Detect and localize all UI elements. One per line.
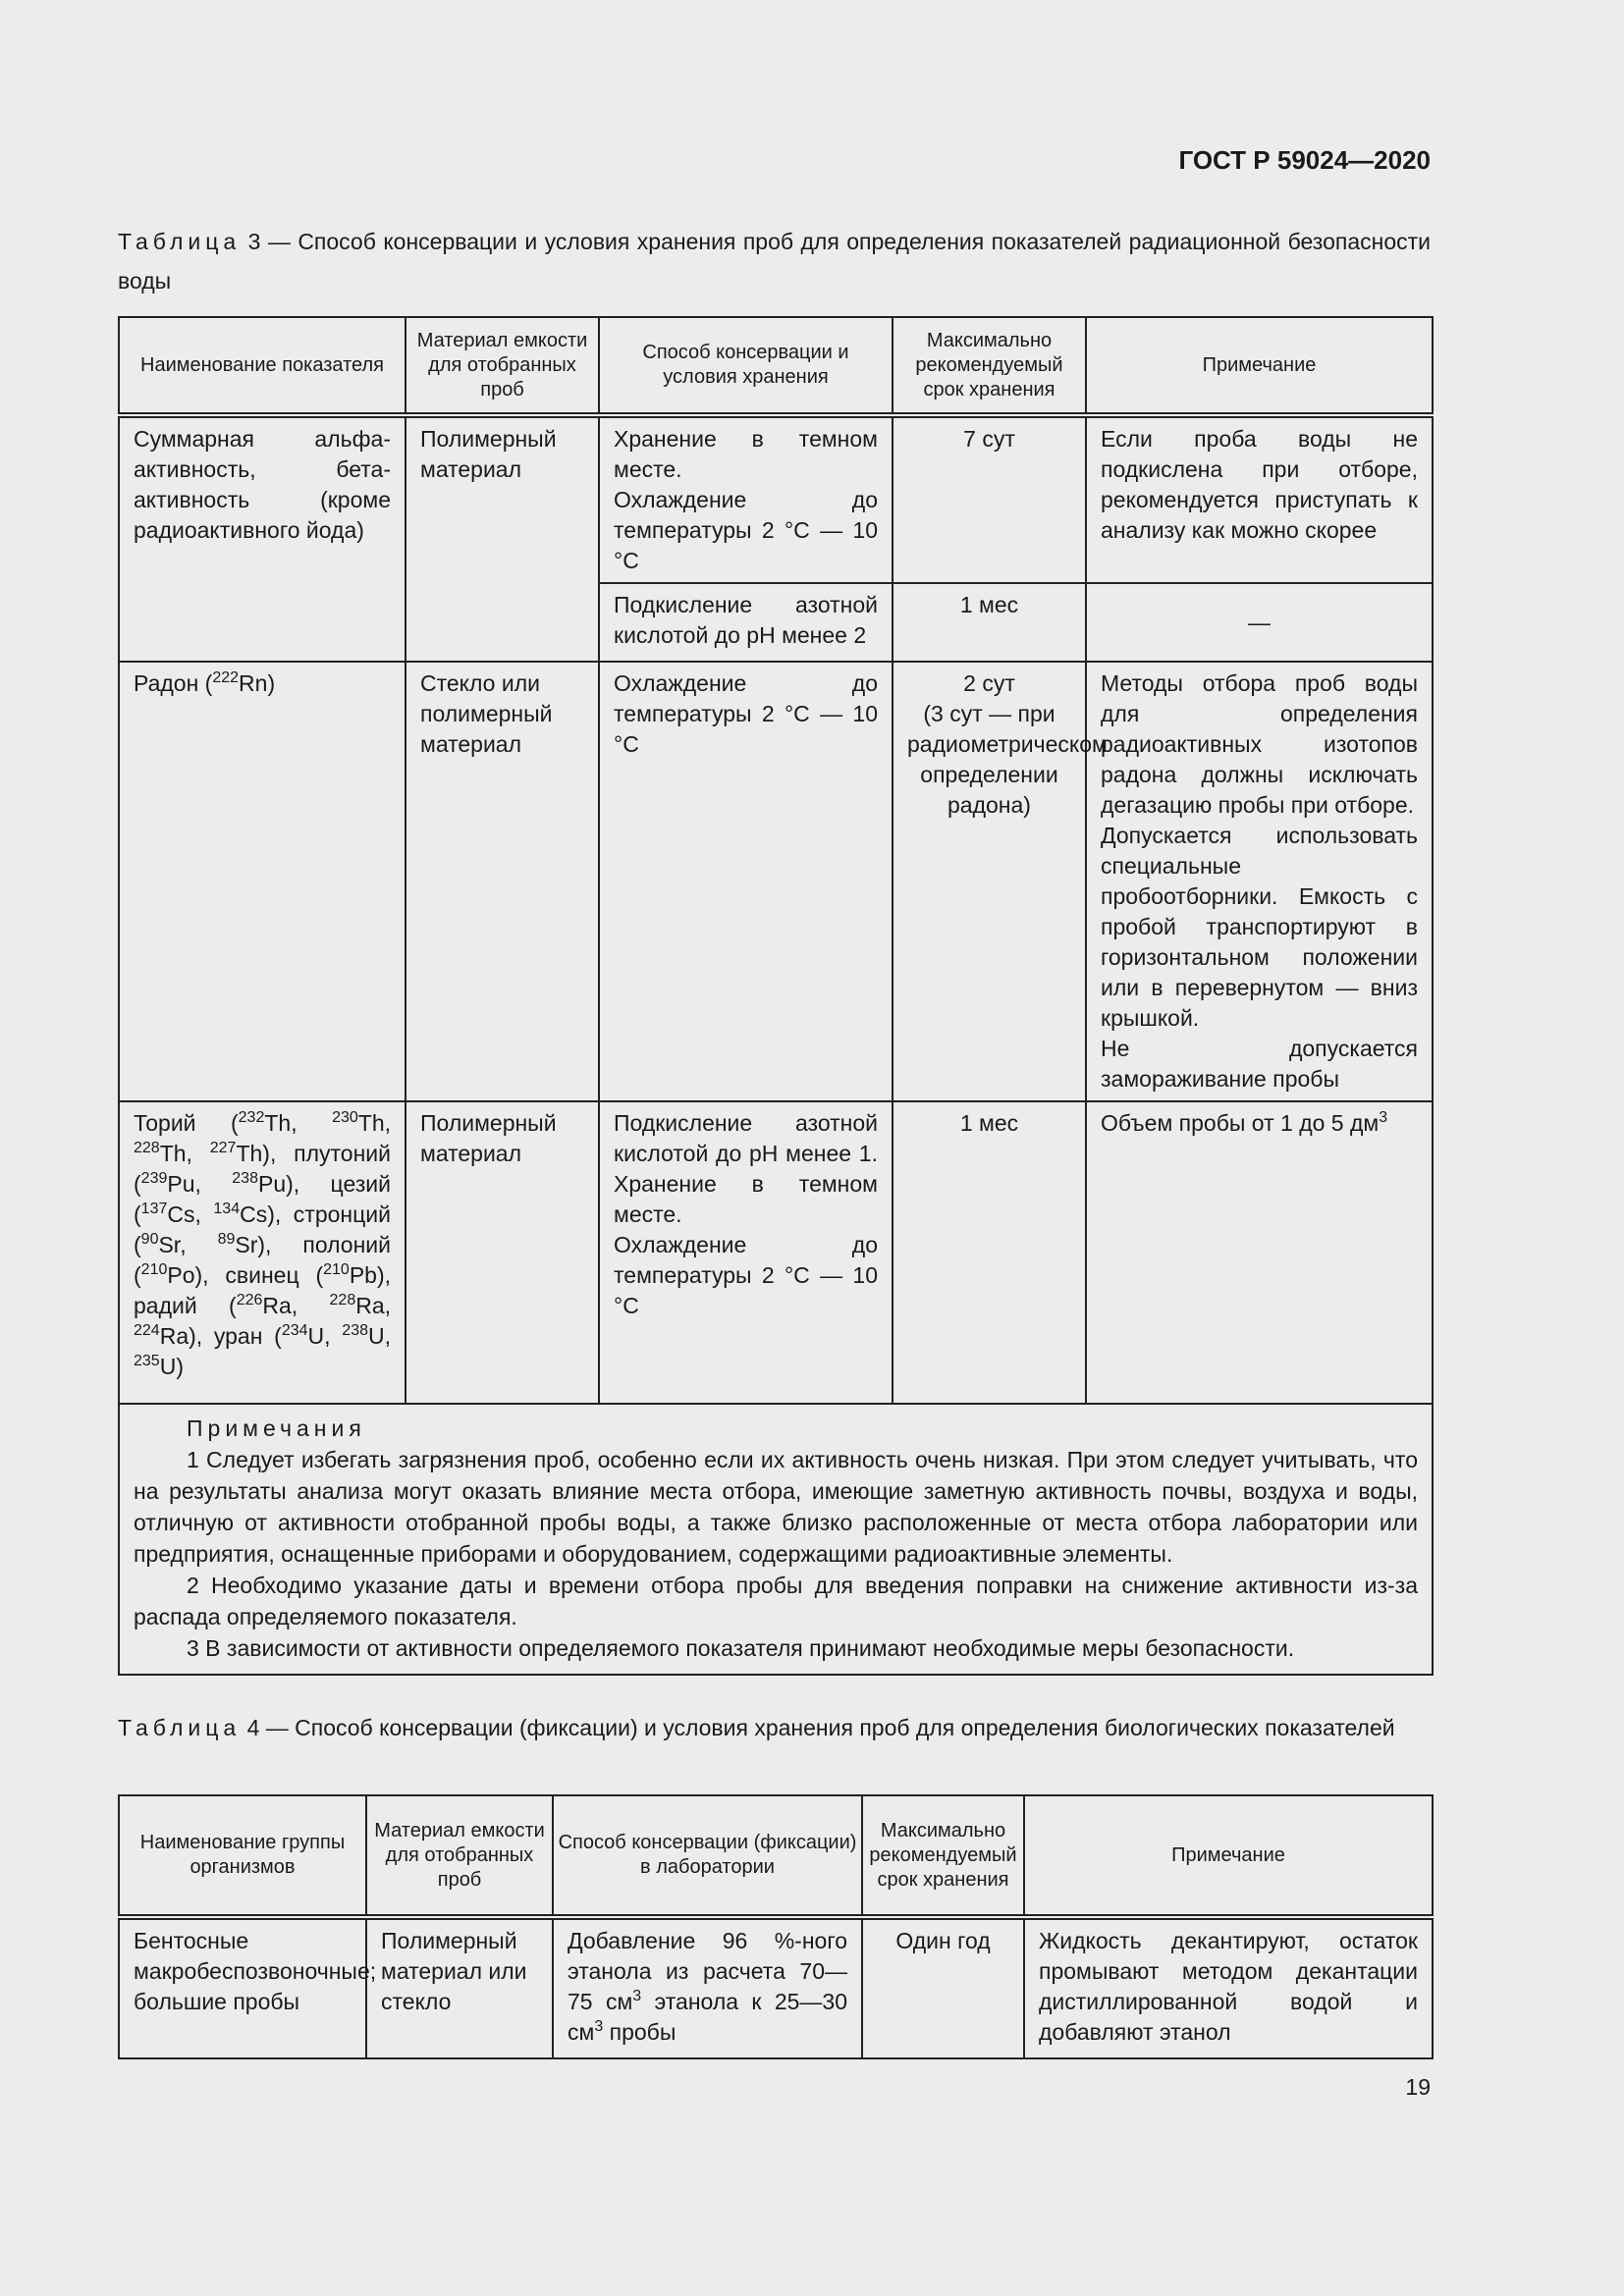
indicator-text: U, — [307, 1323, 343, 1349]
note-cell — [1086, 1101, 1433, 1404]
indicator-text: Радон ( — [134, 670, 213, 696]
caption-word: Таблица — [118, 1715, 242, 1740]
table-4 — [118, 1794, 1434, 2059]
note-text: Не допускается замораживание пробы — [1101, 1036, 1418, 1092]
table-row — [119, 662, 1433, 1101]
method-cell: Подкисление азотной кислотой до pH менее 2 — [599, 583, 893, 662]
term-cell: 7 сут — [893, 415, 1086, 583]
method-text: Охлаждение до температуры 2 °С — 10 °С — [614, 487, 878, 573]
note-cell: Жидкость декантируют, остаток промывают методом декантации дистиллированной водой и добавляют этанол — [1024, 1917, 1433, 2058]
isotope-mass: 230 — [332, 1109, 358, 1126]
method-text: Охлаждение до температуры 2 °С — 10 °С — [614, 1232, 878, 1318]
table-row — [119, 1917, 1433, 2058]
method-text: этанола к 25—30 см — [568, 1989, 847, 2045]
caption-text: 3 — Способ консервации и условия хранения проб для определения показателей радиационной безопасности воды — [118, 229, 1431, 294]
isotope-mass: 137 — [140, 1201, 168, 1217]
note-cell — [1086, 662, 1433, 1101]
isotope-mass: 134 — [213, 1201, 241, 1217]
note-item: 1 Следует избегать загрязнения проб, особенно если их активность очень низкая. При этом следует учитывать, что на результаты анализа могут оказать влияние места отбора, имеющие заметную активность почвы, воздуха и воды, отличную от активности отобранной пробы воды, а также близко расположенные от места отбора лаборатории или предприятия, оснащенные приборами и оборудованием, содержащими радиоактивные элементы. — [134, 1447, 1418, 1567]
indicator-text: Cs), стронций ( — [134, 1201, 391, 1257]
organism-group-cell: Бентосные макробеспозвоночные; большие пробы — [119, 1917, 366, 2058]
column-header: Материал емкости для отобранных проб — [366, 1795, 553, 1917]
material-cell: Полимерный материал — [406, 415, 599, 662]
isotope-mass: 234 — [281, 1322, 308, 1339]
method-cell — [553, 1917, 862, 2058]
isotope-mass: 235 — [134, 1353, 160, 1369]
note-item: 3 В зависимости от активности определяемого показателя принимают необходимые меры безопасности. — [187, 1635, 1295, 1661]
method-cell — [599, 415, 893, 583]
table-header-row — [119, 1795, 1433, 1917]
term-text: (3 сут — при радиометрическом определении радона) — [907, 701, 1108, 818]
indicator-cell: Суммарная альфа-активность, бета-активность (кроме радиоактивного йода) — [119, 415, 406, 662]
indicator-text: U) — [159, 1354, 184, 1379]
column-header: Материал емкости для отобранных проб — [406, 317, 599, 415]
method-cell — [599, 1101, 893, 1404]
column-header: Примечание — [1086, 317, 1433, 415]
column-header: Максимально рекомендуемый срок хранения — [893, 317, 1086, 415]
note-text: Объем пробы от 1 до 5 дм — [1101, 1110, 1380, 1136]
isotope-mass: 239 — [140, 1170, 168, 1187]
isotope-mass: 222 — [212, 669, 240, 686]
note-text: Методы отбора проб воды для определения радиоактивных изотопов радона должны исключать дегазацию пробы при отборе. — [1101, 670, 1418, 818]
isotope-mass: 232 — [238, 1109, 265, 1126]
table-row — [119, 415, 1433, 583]
table-4-caption — [118, 1708, 1431, 1747]
term-cell: 1 мес — [893, 583, 1086, 662]
isotope-mass: 210 — [323, 1261, 350, 1278]
column-header: Наименование группы организмов — [119, 1795, 366, 1917]
method-text: Хранение в темном месте. — [614, 426, 878, 482]
indicator-text: U, — [368, 1323, 391, 1349]
indicator-text: Sr), полоний ( — [134, 1232, 391, 1288]
indicator-text: Торий ( — [134, 1110, 239, 1136]
notes-title: Примечания — [187, 1415, 366, 1441]
indicator-text: Rn) — [239, 670, 276, 696]
indicator-text: Ra, — [355, 1293, 392, 1318]
column-header: Способ консервации и условия хранения — [599, 317, 893, 415]
term-cell: Один год — [862, 1917, 1024, 2058]
indicator-text: Po), свинец ( — [167, 1262, 324, 1288]
column-header: Наименование показателя — [119, 317, 406, 415]
table-header-row — [119, 317, 1433, 415]
indicator-text: Ra), уран ( — [159, 1323, 282, 1349]
caption-word: Таблица — [118, 229, 242, 254]
indicator-text: Th, — [264, 1110, 333, 1136]
indicator-text: Pb), радий ( — [134, 1262, 391, 1318]
indicator-cell — [119, 1101, 406, 1404]
table-3 — [118, 316, 1434, 1676]
method-text: Добавление 96 %-ного этанола из расчета 70—75 см — [568, 1928, 847, 2014]
unit-exponent: 3 — [632, 1988, 642, 2004]
notes-row — [119, 1404, 1433, 1675]
page-number: 19 — [1405, 2074, 1431, 2100]
method-cell: Охлаждение до температуры 2 °С — 10 °С — [599, 662, 893, 1101]
material-cell: Полимерный материал или стекло — [366, 1917, 553, 2058]
indicator-text: Sr, — [158, 1232, 218, 1257]
indicator-text: Pu, — [167, 1171, 233, 1197]
isotope-mass: 238 — [232, 1170, 258, 1187]
isotope-mass: 238 — [342, 1322, 368, 1339]
term-cell: 1 мес — [893, 1101, 1086, 1404]
indicator-text: Th, — [159, 1141, 210, 1166]
table-3-caption — [118, 222, 1431, 300]
method-text: пробы — [603, 2019, 677, 2045]
note-item: 2 Необходимо указание даты и времени отбора пробы для введения поправки на снижение активности из-за распада определяемого показателя. — [134, 1573, 1418, 1629]
table-row — [119, 1101, 1433, 1404]
column-header: Способ консервации (фиксации) в лаборатории — [553, 1795, 862, 1917]
note-text: Допускается использовать специальные пробоотборники. Емкость с пробой транспортируют в горизонтальном положении или в перевернутом — вниз крышкой. — [1101, 823, 1418, 1031]
note-cell: — — [1086, 583, 1433, 662]
term-cell — [893, 662, 1108, 1101]
indicator-text: Ra, — [262, 1293, 330, 1318]
isotope-mass: 89 — [217, 1231, 236, 1248]
indicator-text: Cs, — [167, 1201, 214, 1227]
column-header: Максимально рекомендуемый срок хранения — [862, 1795, 1024, 1917]
term-text: 2 сут — [963, 670, 1015, 696]
isotope-mass: 228 — [134, 1140, 160, 1156]
note-cell: Если проба воды не подкислена при отборе, рекомендуется приступать к анализу как можно скорее — [1086, 415, 1433, 583]
isotope-mass: 210 — [140, 1261, 168, 1278]
material-cell: Стекло или полимерный материал — [406, 662, 599, 1101]
notes-cell — [119, 1404, 1433, 1675]
isotope-mass: 226 — [236, 1292, 263, 1308]
method-text: Подкисление азотной кислотой до pH менее 1. Хранение в темном месте. — [614, 1110, 878, 1227]
isotope-mass: 228 — [329, 1292, 356, 1308]
indicator-text: Th), плутоний ( — [134, 1141, 391, 1197]
indicator-text: Th, — [357, 1110, 391, 1136]
document-code: ГОСТ Р 59024—2020 — [1178, 145, 1431, 175]
isotope-mass: 90 — [140, 1231, 159, 1248]
indicator-text: Pu), цезий ( — [134, 1171, 391, 1227]
caption-text: 4 — Способ консервации (фиксации) и условия хранения проб для определения биологических показателей — [241, 1715, 1395, 1740]
material-cell: Полимерный материал — [406, 1101, 599, 1404]
column-header: Примечание — [1024, 1795, 1433, 1917]
isotope-mass: 224 — [134, 1322, 160, 1339]
unit-exponent: 3 — [1379, 1109, 1388, 1126]
isotope-mass: 227 — [209, 1140, 237, 1156]
indicator-cell — [119, 662, 406, 1101]
unit-exponent: 3 — [594, 2018, 604, 2035]
